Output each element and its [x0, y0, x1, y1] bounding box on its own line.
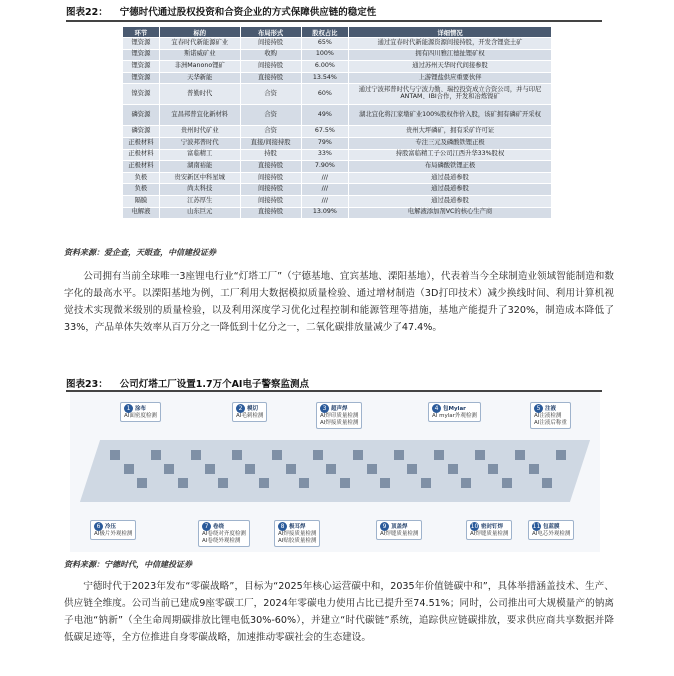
table-cell: 间接持股 [240, 38, 301, 50]
table-cell: 收购 [240, 49, 301, 61]
machine-block [353, 450, 363, 460]
table-header-cell: 详细情况 [349, 27, 552, 38]
table-cell: /// [301, 195, 348, 207]
step-name: 涂布 [135, 406, 147, 412]
table-cell: 磷资源 [123, 126, 160, 138]
machine-block [191, 450, 201, 460]
figure23-title-text: 公司灯塔工厂设置1.7万个AI电子警察监测点 [119, 379, 309, 390]
machine-block [164, 464, 174, 474]
step-name: 注液 [545, 406, 557, 412]
table-cell: 贵州时代矿业 [159, 126, 240, 138]
table-row [123, 195, 552, 207]
factory-diagram [70, 392, 600, 552]
machine-block [205, 464, 215, 474]
table-cell: 斯诺威矿业 [159, 49, 240, 61]
table-cell: 通过宁波邦普时代与宁波力勤、瑞控投资成立合资公司，并与印尼ANTAM、IBI合作，开发和冶炼镍矿 [349, 84, 552, 105]
table-cell: 电解液 [123, 207, 160, 219]
table-cell: 湖南裕能 [159, 161, 240, 173]
table-cell: 13.09% [301, 207, 348, 219]
table-cell: 尚太科技 [159, 184, 240, 196]
table-cell: 天华新能 [159, 72, 240, 84]
table-cell: 磷资源 [123, 105, 160, 126]
machine-block [502, 478, 512, 488]
step-desc: AI焊缝质量检测 [470, 531, 509, 537]
table-cell: 贵安新区中科星城 [159, 172, 240, 184]
machine-block [232, 450, 242, 460]
step-number: 5 [534, 404, 543, 413]
machine-block [299, 478, 309, 488]
step-desc: AI注液检测 AI注液后称重 [534, 413, 567, 426]
process-box-bottom-8 [274, 520, 320, 547]
figure22-title-text: 宁德时代通过股权投资和合资企业的方式保障供应链的稳定性 [119, 7, 377, 18]
table-cell: 负极 [123, 184, 160, 196]
step-desc: AI面密度检测 [124, 413, 157, 419]
machine-block [529, 464, 539, 474]
table-row [123, 38, 552, 50]
table-row [123, 137, 552, 149]
table-cell: 湖北宜化将江家墩矿业100%股权作价入股，该矿拥有磷矿开采权 [349, 105, 552, 126]
figure22-table [122, 26, 552, 219]
process-box-bottom-11 [528, 520, 574, 540]
table-cell: 镍资源 [123, 84, 160, 105]
table-cell: 锂资源 [123, 72, 160, 84]
table-cell: 通过晨道参股 [349, 172, 552, 184]
table-header-cell: 布局形式 [240, 27, 301, 38]
table-cell: 隔膜 [123, 195, 160, 207]
machine-block [556, 450, 566, 460]
table-cell: 非洲Manono锂矿 [159, 61, 240, 73]
machine-block [488, 464, 498, 474]
table-cell: 79% [301, 137, 348, 149]
step-number: 11 [532, 523, 541, 530]
table-cell: 合资 [240, 84, 301, 105]
table-cell: 宜春时代新能源矿业 [159, 38, 240, 50]
table-cell: 6.00% [301, 61, 348, 73]
step-name: 包蓝膜 [543, 524, 560, 530]
step-desc: AI焊缝质量检测 [380, 531, 419, 537]
figure22-source: 资料来源：爱企查，天眼查，中信建投证券 [64, 248, 216, 257]
step-name: 密封钉焊 [481, 524, 504, 530]
step-number: 1 [124, 404, 133, 413]
machine-block [407, 464, 417, 474]
table-cell: 锂资源 [123, 49, 160, 61]
process-box-bottom-6 [90, 520, 136, 540]
table-row [123, 184, 552, 196]
table-cell: 间接持股 [240, 184, 301, 196]
machine-block [110, 450, 120, 460]
process-box-top-3 [316, 402, 362, 429]
table-cell: 60% [301, 84, 348, 105]
table-cell: 49% [301, 105, 348, 126]
table-cell: /// [301, 184, 348, 196]
table-cell: 间接持股 [240, 172, 301, 184]
step-desc: AI电芯外观检测 [532, 531, 571, 537]
machine-block [421, 478, 431, 488]
table-cell: 负极 [123, 172, 160, 184]
table-cell: 锂资源 [123, 38, 160, 50]
step-desc: AI卷绕对齐度检测 AI卷绕外观检测 [202, 531, 246, 544]
table-cell: 65% [301, 38, 348, 50]
step-number: 7 [202, 522, 211, 531]
table-cell: 江苏厚生 [159, 195, 240, 207]
table-row [123, 149, 552, 161]
table-cell: 正极材料 [123, 161, 160, 173]
step-number: 2 [236, 404, 245, 413]
table-cell: 正极材料 [123, 137, 160, 149]
machine-block [367, 464, 377, 474]
step-name: 冷压 [105, 524, 117, 530]
figure22-rule [66, 20, 602, 22]
table-cell: 直接持股 [240, 161, 301, 173]
table-cell: 锂资源 [123, 61, 160, 73]
table-cell: 持股富临精工子公司江西升华33%股权 [349, 149, 552, 161]
table-cell: 合资 [240, 126, 301, 138]
table-header-cell: 股权占比 [301, 27, 348, 38]
figure22-label: 图表22： [66, 7, 108, 18]
machine-block [218, 478, 228, 488]
machine-block [326, 464, 336, 474]
figure23-title [66, 376, 309, 390]
machine-block [515, 450, 525, 460]
table-row [123, 207, 552, 219]
table-body [123, 38, 552, 219]
figure23-label: 图表23： [66, 379, 108, 390]
machine-block [124, 464, 134, 474]
table-cell: 直接/间接持股 [240, 137, 301, 149]
machine-block [178, 478, 188, 488]
process-box-top-5 [530, 402, 571, 429]
step-number: 9 [380, 522, 389, 531]
step-number: 6 [94, 522, 103, 531]
table-cell: 间接持股 [240, 61, 301, 73]
table-header-cell: 标的 [159, 27, 240, 38]
table-cell: 布局磷酸铁锂正极 [349, 161, 552, 173]
table-cell: 专注三元及磷酸铁锂正极 [349, 137, 552, 149]
machine-block [448, 464, 458, 474]
step-desc: AI mylar外观检测 [432, 413, 477, 419]
step-number: 4 [432, 404, 441, 413]
table-row [123, 172, 552, 184]
machine-block [542, 478, 552, 488]
process-box-top-1 [120, 402, 161, 422]
paragraph-lighthouse: 公司拥有当前全球唯一3座锂电行业“灯塔工厂”（宁德基地、宜宾基地、溧阳基地），代表着当今全球制造业领域智能制造和数字化的最高水平。以溧阳基地为例，工厂利用大数据模拟质量检验、通过增材制造（3D打印技术）减少换线时间、利用计算机视觉技术实现微米级别的质量检验，以及利用深度学习优化过程控制和能源管理等措施，基地产能提升了320%，制造成本降低了33%，产品单体失效率从百万分之一降低到十亿分之一，二氧化碳排放量减少了47.4%。 [64, 271, 614, 333]
table-row [123, 126, 552, 138]
step-desc: AI极片外观检测 [94, 531, 133, 537]
table-cell: 宁波邦普时代 [159, 137, 240, 149]
table-cell: 67.5% [301, 126, 348, 138]
step-desc: AI焊接质量检测 AI贴胶质量检测 [278, 531, 317, 544]
figure23-source: 资料来源：宁德时代，中信建投证券 [64, 560, 192, 569]
table-cell: 13.54% [301, 72, 348, 84]
step-number: 10 [470, 523, 479, 530]
table-cell: 通过晨道参股 [349, 184, 552, 196]
table-cell: 山东巨元 [159, 207, 240, 219]
table-cell: 富临精工 [159, 149, 240, 161]
step-name: 顶盖焊 [391, 524, 408, 530]
step-number: 8 [278, 522, 287, 531]
table-cell: 100% [301, 49, 348, 61]
table-cell: 通过晨道参股 [349, 195, 552, 207]
machine-block [137, 478, 147, 488]
table-row [123, 161, 552, 173]
table-header-cell: 环节 [123, 27, 160, 38]
machine-block [259, 478, 269, 488]
table-cell: 直接持股 [240, 207, 301, 219]
table-cell: 通过宜春时代新能源资源间接持股，开发含锂瓷土矿 [349, 38, 552, 50]
machine-block [434, 450, 444, 460]
machine-block [475, 450, 485, 460]
machine-block [151, 450, 161, 460]
step-name: 包Mylar [443, 406, 466, 412]
table-cell: 普勤时代 [159, 84, 240, 105]
machine-block [340, 478, 350, 488]
table-cell: 7.90% [301, 161, 348, 173]
table-cell: 通过苏州天华时代间接参股 [349, 61, 552, 73]
process-box-bottom-7 [198, 520, 250, 547]
table-row [123, 72, 552, 84]
step-name: 卷绕 [213, 524, 225, 530]
machine-block [286, 464, 296, 474]
process-box-top-4 [428, 402, 481, 422]
machine-block [313, 450, 323, 460]
table-cell: 合资 [240, 105, 301, 126]
table-cell: 上游锂盐供应重要伙伴 [349, 72, 552, 84]
table-row [123, 49, 552, 61]
table-cell: 电解液添加剂VC的核心生产商 [349, 207, 552, 219]
machine-block [394, 450, 404, 460]
table-cell: 间接持股 [240, 195, 301, 207]
table-cell: /// [301, 172, 348, 184]
machine-block [272, 450, 282, 460]
step-name: 模切 [247, 406, 259, 412]
table-header-row [123, 27, 552, 38]
step-number: 3 [320, 404, 329, 413]
machine-block [245, 464, 255, 474]
process-box-top-2 [232, 402, 267, 422]
table-cell: 正极材料 [123, 149, 160, 161]
table-row [123, 84, 552, 105]
step-desc: AI焊印质量检测 AI焊接质量检测 [320, 413, 359, 426]
table-cell: 贵州大坪磷矿，拥有采矿许可证 [349, 126, 552, 138]
process-box-bottom-9 [376, 520, 422, 540]
process-box-bottom-10 [466, 520, 512, 540]
step-name: 极耳焊 [289, 524, 306, 530]
table-cell: 33% [301, 149, 348, 161]
table-row [123, 105, 552, 126]
table-cell: 宜昌邦普宜化新材料 [159, 105, 240, 126]
machine-block [380, 478, 390, 488]
step-desc: AI毛刺检测 [236, 413, 264, 419]
table-cell: 持股 [240, 149, 301, 161]
figure22-title [66, 4, 376, 18]
step-name: 超声焊 [331, 406, 348, 412]
paragraph-zero-carbon: 宁德时代于2023年发布“零碳战略”，目标为“2025年核心运营碳中和，2035年价值链碳中和”，具体举措涵盖技术、生产、供应链全维度。公司当前已建成9座零碳工厂，2024年零碳电力使用占比已提升至74.51%；同时，公司推出可大规模量产的钠离子电池“钠新”（全生命周期碳排放比锂电低30%-60%），并建立“时代碳链”系统，追踪供应链碳排放，要求供应商共享数据并降低碳足迹等，全方位推进自身零碳战略，加速推动零碳社会的生态建设。 [64, 581, 614, 643]
table-cell: 直接持股 [240, 72, 301, 84]
table-row [123, 61, 552, 73]
machine-block [461, 478, 471, 488]
table-cell: 拥有四川雅江德扯锂矿权 [349, 49, 552, 61]
